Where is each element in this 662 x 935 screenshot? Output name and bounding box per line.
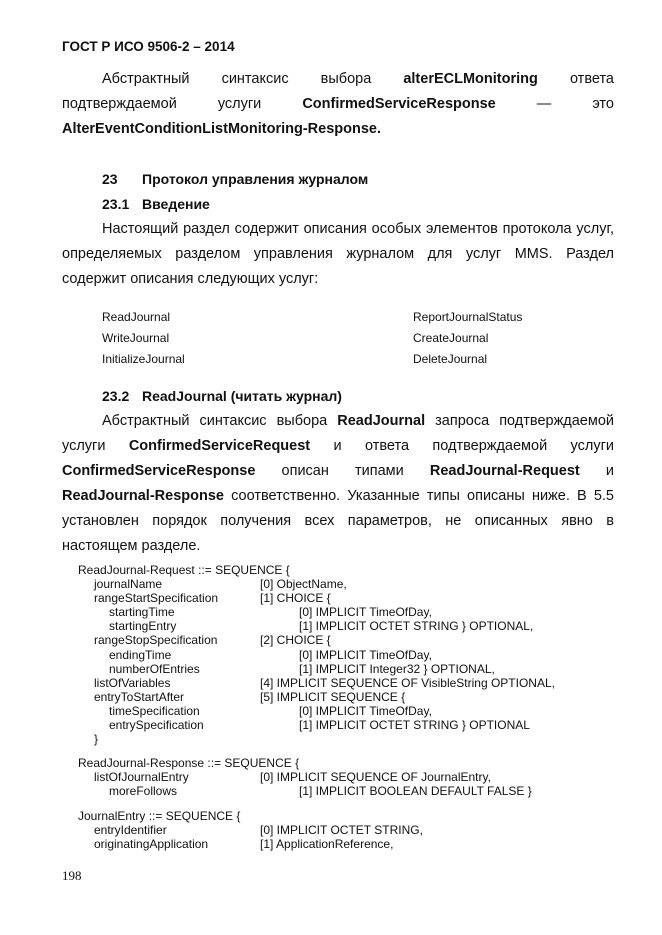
code-token: [1] CHOICE { (260, 591, 331, 606)
code-token: [0] IMPLICIT TimeOfDay, (299, 647, 432, 662)
code-line (78, 605, 638, 619)
asn-readjournal-response (78, 756, 638, 798)
code-line (78, 732, 638, 746)
code-token: entryToStartAfter (94, 689, 185, 704)
service-item: ReportJournalStatus (413, 310, 523, 324)
code-token: entryIdentifier (94, 823, 167, 838)
code-token: [4] IMPLICIT SEQUENCE OF VisibleString OPTIONAL, (260, 675, 555, 690)
service-item: DeleteJournal (413, 352, 488, 366)
code-token: journalName (94, 577, 163, 592)
code-token: startingTime (109, 605, 175, 620)
service-item: WriteJournal (102, 331, 170, 345)
asn-readjournal-request (78, 563, 638, 746)
code-token: endingTime (109, 647, 172, 662)
code-line (78, 619, 638, 633)
code-token: [5] IMPLICIT SEQUENCE { (260, 689, 406, 704)
readjournal-paragraph: Абстрактный синтаксис выбора ReadJournal запроса подтверждаемой услуги ConfirmedServiceRequest и ответа подтверждаемой услуги ConfirmedServiceResponse описан типами ReadJournal-Request и ReadJournal-Response соответственно. Указанные типы описаны ниже. В 5.5 установлен порядок получения всех параметров, не описанных явно в настоящем разделе. (62, 413, 614, 554)
code-token: [0] IMPLICIT SEQUENCE OF JournalEntry, (260, 770, 491, 785)
code-token: entrySpecification (109, 718, 204, 733)
code-token: [1] IMPLICIT OCTET STRING } OPTIONAL, (299, 619, 534, 634)
subsection-title: ReadJournal (читать журнал) (142, 388, 342, 404)
code-line (78, 633, 638, 647)
intro-paragraph: Абстрактный синтаксис выбора alterECLMonitoring ответа подтверждаемой услуги ConfirmedServiceResponse — это AlterEventConditionListMonitoring-Response. (62, 71, 614, 137)
code-line (78, 770, 638, 784)
code-token: [1] IMPLICIT BOOLEAN DEFAULT FALSE } (299, 784, 532, 799)
section-number: 23 (102, 171, 118, 187)
asn-journal-entry (78, 809, 638, 851)
code-line (78, 577, 638, 591)
code-line (78, 837, 638, 851)
code-line (78, 648, 638, 662)
code-token: [1] ApplicationReference, (260, 837, 394, 852)
code-token: ReadJournal-Request ::= SEQUENCE { (78, 563, 290, 577)
code-token: rangeStartSpecification (94, 591, 219, 606)
code-token: } (94, 732, 99, 747)
section-title: Протокол управления журналом (142, 171, 369, 187)
code-line (78, 809, 638, 823)
code-token: numberOfEntries (109, 661, 200, 676)
code-line (78, 823, 638, 837)
code-line (78, 756, 638, 770)
code-token: timeSpecification (109, 703, 200, 718)
code-token: rangeStopSpecification (94, 633, 218, 648)
subsection-number: 23.1 (102, 196, 130, 212)
subsection-number: 23.2 (102, 388, 130, 404)
code-token: originatingApplication (94, 837, 209, 852)
code-token: listOfJournalEntry (94, 770, 189, 785)
code-token: [0] IMPLICIT TimeOfDay, (299, 605, 432, 620)
code-token: [1] IMPLICIT OCTET STRING } OPTIONAL (299, 718, 530, 733)
code-line (78, 718, 638, 732)
code-line (78, 662, 638, 676)
code-token: [0] IMPLICIT OCTET STRING, (260, 823, 423, 838)
code-token: [0] ObjectName, (260, 577, 347, 592)
code-token: ReadJournal-Response ::= SEQUENCE { (78, 756, 300, 770)
code-token: moreFollows (109, 784, 178, 799)
code-token: [2] CHOICE { (260, 633, 331, 648)
service-item: ReadJournal (102, 310, 171, 324)
subsection-title: Введение (142, 196, 210, 212)
service-item: CreateJournal (413, 331, 489, 345)
page-number: 198 (62, 868, 82, 883)
code-token: listOfVariables (94, 675, 171, 690)
code-token: [0] IMPLICIT TimeOfDay, (299, 703, 432, 718)
code-token: JournalEntry ::= SEQUENCE { (78, 809, 241, 823)
document-header: ГОСТ Р ИСО 9506-2 – 2014 (62, 39, 235, 54)
code-token: [1] IMPLICIT Integer32 } OPTIONAL, (299, 661, 495, 676)
code-line (78, 676, 638, 690)
code-line (78, 690, 638, 704)
code-line (78, 591, 638, 605)
code-line (78, 784, 638, 798)
service-item: InitializeJournal (102, 352, 185, 366)
code-line (78, 704, 638, 718)
services-intro-paragraph: Настоящий раздел содержит описания особых элементов протокола услуг, определяемых разделом управления журналом для услуг MMS. Раздел содержит описания следующих услуг: (62, 221, 614, 287)
code-token: startingEntry (109, 619, 177, 634)
code-line (78, 563, 638, 577)
